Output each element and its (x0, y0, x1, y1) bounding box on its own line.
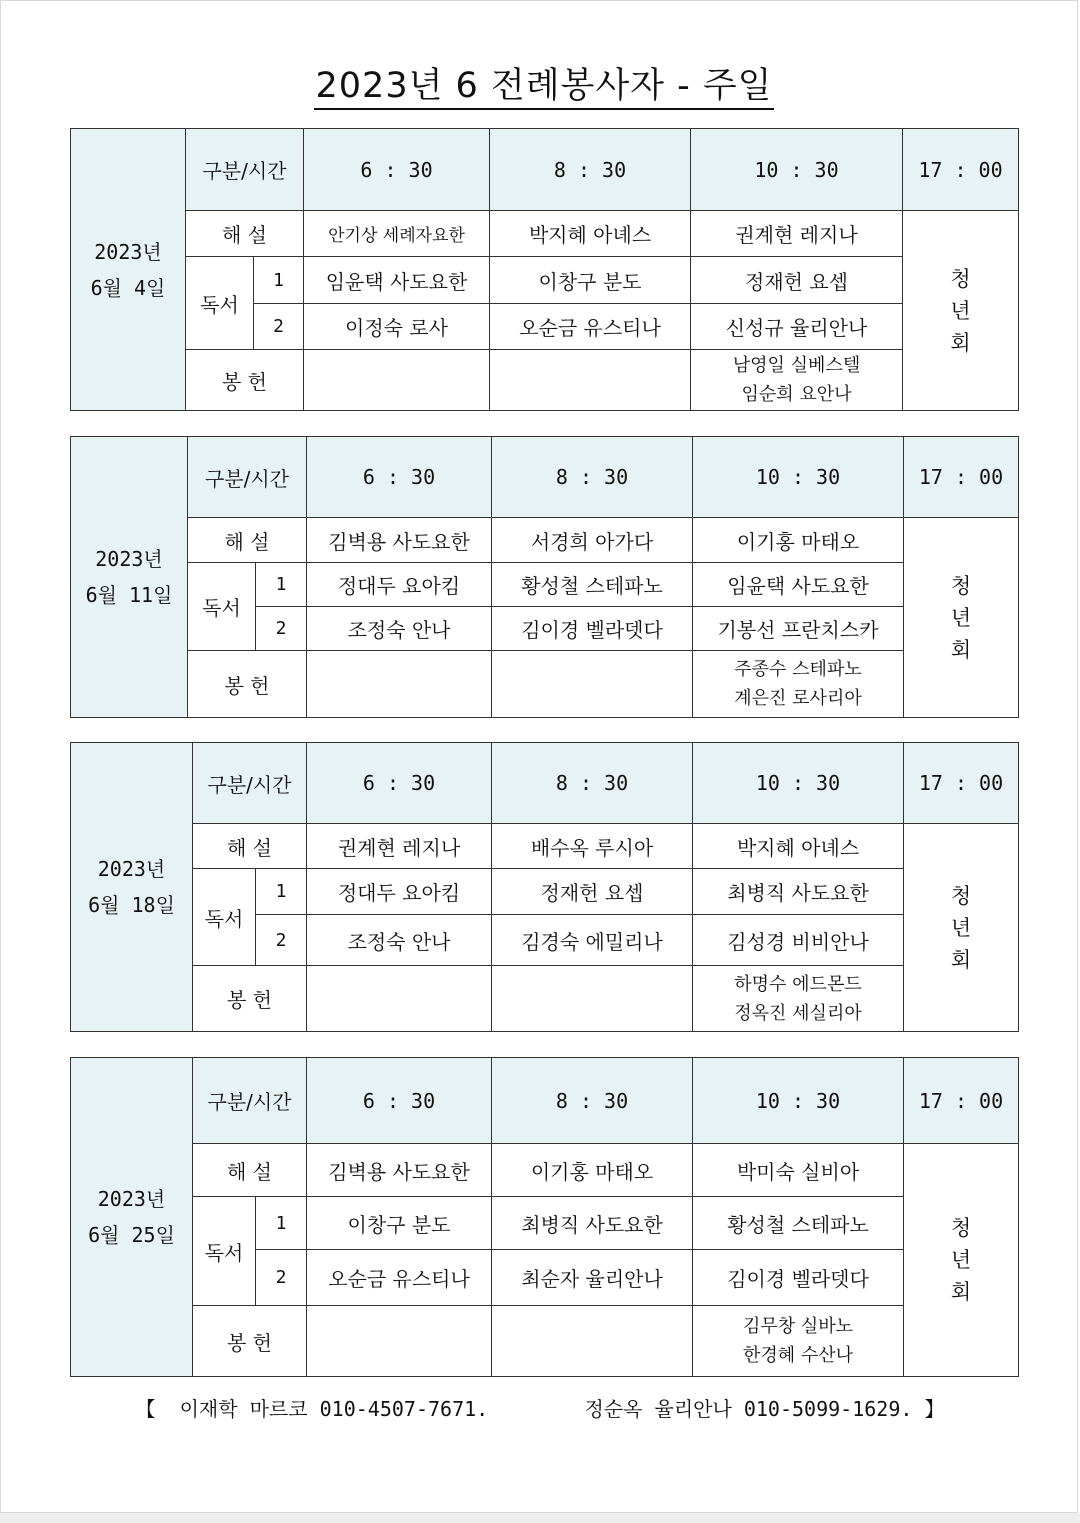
schedule-table-week-1 (70, 128, 1019, 411)
offering-label: 봉 헌 (188, 651, 307, 718)
offering-label: 봉 헌 (193, 1306, 307, 1377)
offering-row (71, 1306, 1019, 1377)
commentary-1030: 권계현 레지나 (691, 211, 903, 257)
commentary-row (71, 211, 1019, 257)
header-row (71, 1058, 1019, 1144)
offering-label: 봉 헌 (186, 350, 304, 411)
reading1-0830: 황성철 스테파노 (492, 563, 693, 607)
reading-number-2: 2 (256, 607, 307, 651)
offering-0830 (490, 350, 691, 411)
reading1-0630: 정대두 요아킴 (307, 563, 492, 607)
offering-label: 봉 헌 (193, 966, 307, 1032)
reading-1-row (71, 563, 1019, 607)
reading-number-1: 1 (256, 563, 307, 607)
reading1-0830: 이창구 분도 (490, 257, 691, 304)
time-0830: 8 : 30 (490, 129, 691, 211)
reading-number-2: 2 (256, 915, 307, 966)
reading-number-2: 2 (254, 304, 304, 350)
time-0630: 6 : 30 (307, 437, 492, 518)
offering-0630 (307, 1306, 492, 1377)
offering-row (71, 350, 1019, 411)
offering-row (71, 966, 1019, 1032)
reading2-0830: 오순금 유스티나 (490, 304, 691, 350)
time-0830: 8 : 30 (492, 1058, 693, 1144)
time-1030: 10 : 30 (691, 129, 903, 211)
date-cell: 2023년 6월 25일 (71, 1058, 193, 1377)
youth-group-cell: 청 년 회 (904, 1144, 1019, 1377)
reading-number-2: 2 (256, 1250, 307, 1306)
commentary-0830: 박지혜 아녜스 (490, 211, 691, 257)
offering-0630 (304, 350, 490, 411)
reading1-0630: 정대두 요아킴 (307, 869, 492, 915)
offering-0830 (492, 1306, 693, 1377)
date-cell: 2023년 6월 4일 (71, 129, 186, 411)
reading1-0630: 임윤택 사도요한 (304, 257, 490, 304)
reading2-0630: 조정숙 안나 (307, 915, 492, 966)
offering-1030: 김무창 실바노 한경혜 수산나 (693, 1306, 904, 1377)
reading2-0630: 이정숙 로사 (304, 304, 490, 350)
header-label: 구분/시간 (193, 1058, 307, 1144)
offering-1030: 하명수 에드몬드 정옥진 세실리아 (693, 966, 904, 1032)
commentary-label: 해 설 (186, 211, 304, 257)
offering-0830 (492, 966, 693, 1032)
header-label: 구분/시간 (186, 129, 304, 211)
date-cell: 2023년 6월 11일 (71, 437, 188, 718)
offering-1030: 주종수 스테파노 계은진 로사리아 (693, 651, 904, 718)
reading1-1030: 최병직 사도요한 (693, 869, 904, 915)
time-0630: 6 : 30 (307, 1058, 492, 1144)
youth-group-cell: 청 년 회 (904, 824, 1019, 1032)
offering-row (71, 651, 1019, 718)
time-0630: 6 : 30 (307, 743, 492, 824)
reading-1-row (71, 1197, 1019, 1250)
commentary-1030: 이기홍 마태오 (693, 518, 904, 563)
reading2-1030: 김성경 비비안나 (693, 915, 904, 966)
time-0630: 6 : 30 (304, 129, 490, 211)
reading-number-1: 1 (256, 869, 307, 915)
reading2-0630: 오순금 유스티나 (307, 1250, 492, 1306)
offering-0630 (307, 966, 492, 1032)
reading-label: 독서 (193, 869, 256, 966)
youth-group-cell: 청 년 회 (904, 518, 1019, 718)
time-1700: 17 : 00 (903, 129, 1019, 211)
reading-1-row (71, 869, 1019, 915)
reading1-1030: 임윤택 사도요한 (693, 563, 904, 607)
time-1030: 10 : 30 (693, 1058, 904, 1144)
schedule-table-week-4 (70, 1057, 1019, 1377)
commentary-0830: 배수옥 루시아 (492, 824, 693, 869)
time-1700: 17 : 00 (904, 743, 1019, 824)
commentary-label: 해 설 (188, 518, 307, 563)
reading1-0630: 이창구 분도 (307, 1197, 492, 1250)
date-cell: 2023년 6월 18일 (71, 743, 193, 1032)
time-1030: 10 : 30 (693, 743, 904, 824)
time-1700: 17 : 00 (904, 1058, 1019, 1144)
commentary-0830: 서경희 아가다 (492, 518, 693, 563)
time-1700: 17 : 00 (904, 437, 1019, 518)
header-label: 구분/시간 (193, 743, 307, 824)
youth-group-cell: 청 년 회 (903, 211, 1019, 411)
bottom-band (0, 1513, 1080, 1523)
reading1-1030: 정재헌 요셉 (691, 257, 903, 304)
page-title: 2023년 6 전례봉사자 - 주일 (0, 58, 1080, 108)
contact-footer: 【 이재학 마르코 010-4507-7671. 정순옥 율리안나 010-5099-1629. 】 (135, 1397, 945, 1421)
reading1-0830: 정재헌 요셉 (492, 869, 693, 915)
schedule-table-week-3 (70, 742, 1019, 1032)
header-row (71, 129, 1019, 211)
reading1-0830: 최병직 사도요한 (492, 1197, 693, 1250)
reading2-0630: 조정숙 안나 (307, 607, 492, 651)
reading-number-1: 1 (256, 1197, 307, 1250)
reading2-1030: 기봉선 프란치스카 (693, 607, 904, 651)
offering-1030: 남영일 실베스텔 임순희 요안나 (691, 350, 903, 411)
header-row (71, 743, 1019, 824)
commentary-label: 해 설 (193, 1144, 307, 1197)
reading-1-row (71, 257, 1019, 304)
commentary-label: 해 설 (193, 824, 307, 869)
commentary-0830: 이기홍 마태오 (492, 1144, 693, 1197)
commentary-row (71, 824, 1019, 869)
reading1-1030: 황성철 스테파노 (693, 1197, 904, 1250)
reading-label: 독서 (186, 257, 254, 350)
header-row (71, 437, 1019, 518)
reading-number-1: 1 (254, 257, 304, 304)
reading2-1030: 신성규 율리안나 (691, 304, 903, 350)
reading2-1030: 김이경 벨라뎃다 (693, 1250, 904, 1306)
time-1030: 10 : 30 (693, 437, 904, 518)
reading-label: 독서 (193, 1197, 256, 1306)
reading2-0830: 최순자 율리안나 (492, 1250, 693, 1306)
commentary-row (71, 1144, 1019, 1197)
time-0830: 8 : 30 (492, 743, 693, 824)
schedule-table-week-2 (70, 436, 1019, 718)
commentary-1030: 박미숙 실비아 (693, 1144, 904, 1197)
time-0830: 8 : 30 (492, 437, 693, 518)
commentary-row (71, 518, 1019, 563)
reading2-0830: 김경숙 에밀리나 (492, 915, 693, 966)
offering-0830 (492, 651, 693, 718)
reading-label: 독서 (188, 563, 256, 651)
offering-0630 (307, 651, 492, 718)
commentary-0630: 김벽용 사도요한 (307, 518, 492, 563)
commentary-0630: 권계현 레지나 (307, 824, 492, 869)
commentary-0630: 안기상 세례자요한 (304, 211, 490, 257)
commentary-0630: 김벽용 사도요한 (307, 1144, 492, 1197)
commentary-1030: 박지혜 아녜스 (693, 824, 904, 869)
header-label: 구분/시간 (188, 437, 307, 518)
reading2-0830: 김이경 벨라뎃다 (492, 607, 693, 651)
